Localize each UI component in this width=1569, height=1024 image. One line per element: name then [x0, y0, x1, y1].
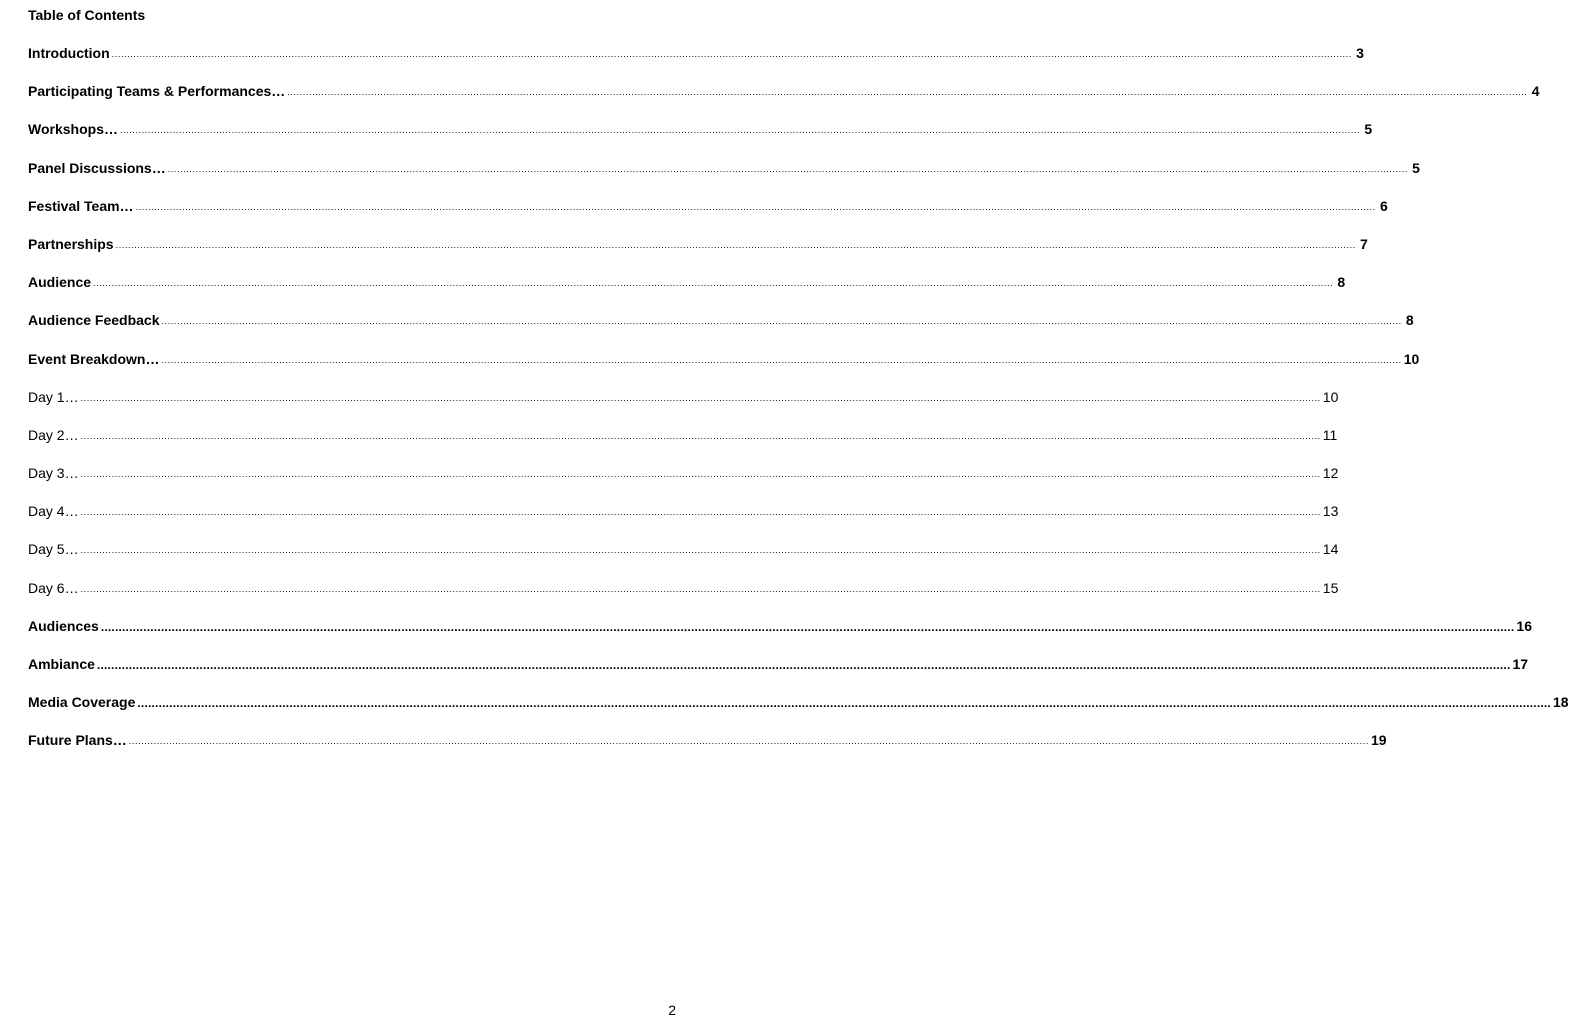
toc-entry-label: Festival Team… — [28, 197, 134, 214]
toc-entry-page-number: 13 — [1322, 503, 1339, 520]
toc-entry-page-number: 17 — [1512, 656, 1529, 672]
toc-dot-leader: ................................................................................................................................................................................................................................................................................................................................................................................................................ — [167, 163, 1408, 174]
toc-entry-label: Day 5… — [28, 541, 79, 558]
toc-entry-page-number: 7 — [1360, 235, 1368, 252]
toc-entry[interactable] — [28, 655, 1529, 693]
toc-entry-page-number: 18 — [1552, 694, 1569, 711]
toc-entry-page-number: 11 — [1322, 426, 1338, 443]
toc-title: Table of Contents — [28, 7, 146, 23]
toc-entry[interactable] — [28, 388, 1339, 426]
toc-entry-label: Future Plans… — [28, 732, 127, 749]
toc-dot-leader: ................................................................................................................................................................................................................................................................................................................................................................................................................ — [80, 392, 1321, 403]
toc-entry[interactable] — [28, 464, 1339, 502]
page-number: 2 — [668, 1002, 676, 1018]
toc-entry-label: Ambiance — [28, 656, 95, 672]
toc-entry-page-number: 10 — [1403, 350, 1420, 367]
toc-entry-label: Day 1… — [28, 388, 79, 405]
toc-dot-leader: ................................................................................................................................................................................................................................................................................................................................................................................................................ — [80, 545, 1321, 556]
toc-entry-label: Workshops… — [28, 121, 118, 138]
toc-dot-leader: ................................................................................................................................................................................................................................................................................................................................................................................................................ — [80, 583, 1321, 594]
toc-entry-page-number: 12 — [1322, 465, 1339, 482]
toc-entry-label: Audience — [28, 274, 92, 291]
toc-entry-page-number: 8 — [1405, 312, 1414, 329]
toc-entry-page-number: 6 — [1379, 197, 1388, 214]
toc-entry-label: Day 6… — [28, 579, 79, 596]
toc-entry-page-number: 19 — [1371, 732, 1387, 749]
toc-dot-leader: ................................................................................................................................................................................................................................................................................................................................................................................................................ — [93, 278, 1334, 289]
toc-entry[interactable] — [28, 350, 1420, 388]
toc-dot-leader: ................................................................................................................................................................................................................................................................................................................................................................................................................ — [111, 49, 1352, 59]
toc-dot-leader: ................................................................................................................................................................................................................................................................................................................................................................................................................ — [135, 201, 1376, 212]
toc-entry-label: Media Coverage — [28, 694, 136, 711]
toc-entry-label: Day 4… — [28, 503, 79, 520]
toc-entry[interactable] — [28, 693, 1569, 731]
toc-entry[interactable] — [28, 426, 1338, 464]
toc-dot-leader: ................................................................................................................................................................................................................................................................................................................................................................................................................ — [128, 736, 1369, 747]
toc-entry[interactable] — [28, 617, 1532, 655]
toc-entry-label: Event Breakdown… — [28, 350, 160, 367]
toc-dot-leader: ................................................................................................................................................................................................................................................................................................................................................................................................................ — [161, 316, 1402, 327]
toc-entry[interactable] — [28, 120, 1373, 158]
toc-entry-label: Introduction — [28, 45, 110, 61]
toc-entry[interactable] — [28, 44, 1364, 82]
toc-entry-page-number: 8 — [1337, 274, 1346, 291]
toc-entry-page-number: 4 — [1531, 83, 1540, 100]
toc-entry[interactable] — [28, 579, 1339, 617]
toc-entry[interactable] — [28, 540, 1339, 578]
toc-entry-page-number: 14 — [1322, 541, 1339, 558]
toc-dot-leader: ................................................................................................................................................................................................................................................................................................................................................................................................................ — [161, 354, 1402, 365]
toc-dot-leader: ................................................................................................................................................................................................................................................................................................................................................................................................................ — [96, 658, 1511, 672]
toc-entry[interactable] — [28, 159, 1420, 197]
toc-entry-label: Participating Teams & Performances… — [28, 83, 286, 100]
toc-entry-page-number: 10 — [1322, 388, 1339, 405]
toc-entry[interactable] — [28, 235, 1368, 273]
toc-entry-page-number: 5 — [1364, 121, 1373, 138]
toc-dot-leader: ................................................................................................................................................................................................................................................................................................................................................................................................................ — [80, 430, 1321, 441]
toc-entry-page-number: 3 — [1356, 45, 1364, 61]
toc-dot-leader: ................................................................................................................................................................................................................................................................................................................................................................................................................ — [115, 239, 1356, 250]
toc-entry[interactable] — [28, 311, 1414, 349]
toc-entry-page-number: 5 — [1412, 159, 1420, 176]
toc-entry[interactable] — [28, 82, 1540, 120]
toc-dot-leader: ................................................................................................................................................................................................................................................................................................................................................................................................................ — [100, 619, 1515, 634]
toc-dot-leader: ................................................................................................................................................................................................................................................................................................................................................................................................................ — [119, 125, 1361, 136]
toc-entry-label: Panel Discussions… — [28, 159, 166, 176]
toc-entry-label: Day 2… — [28, 426, 79, 443]
toc-entry-label: Audience Feedback — [28, 312, 160, 329]
toc-entry[interactable] — [28, 502, 1339, 540]
toc-entry[interactable] — [28, 731, 1387, 769]
toc-dot-leader: ................................................................................................................................................................................................................................................................................................................................................................................................................ — [80, 469, 1321, 480]
toc-entry-page-number: 15 — [1322, 579, 1339, 596]
toc-dot-leader: ................................................................................................................................................................................................................................................................................................................................................................................................................ — [287, 87, 1528, 98]
toc-dot-leader: ................................................................................................................................................................................................................................................................................................................................................................................................................ — [80, 507, 1321, 518]
toc-entry-label: Day 3… — [28, 465, 79, 482]
toc-dot-leader: ................................................................................................................................................................................................................................................................................................................................................................................................................ — [137, 696, 1551, 711]
toc-entry[interactable] — [28, 273, 1346, 311]
toc-entry-label: Audiences — [28, 617, 99, 634]
toc-list — [28, 44, 1569, 770]
toc-entry[interactable] — [28, 197, 1388, 235]
toc-entry-label: Partnerships — [28, 235, 114, 252]
toc-entry-page-number: 16 — [1516, 617, 1532, 634]
